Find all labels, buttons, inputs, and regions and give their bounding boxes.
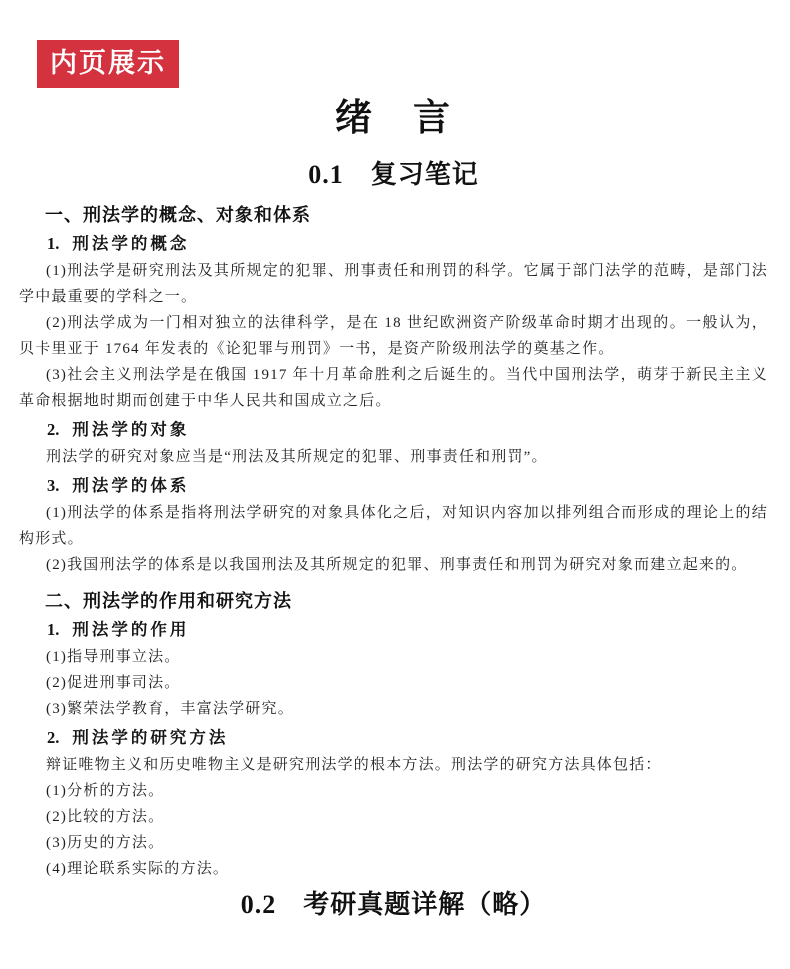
sub-heading-number: 3. bbox=[47, 476, 60, 495]
chapter-title: 绪 言 bbox=[335, 98, 452, 139]
sub-heading-system bbox=[19, 474, 768, 498]
sub-heading-concept bbox=[19, 232, 768, 256]
sub-heading-function bbox=[19, 618, 768, 642]
sub-heading-title: 刑法学的对象 bbox=[72, 420, 190, 439]
sub-heading-object bbox=[19, 418, 768, 442]
paragraph: (1)刑法学是研究刑法及其所规定的犯罪、刑事责任和刑罚的科学。它属于部门法学的范畴，是部门法学中最重要的学科之一。 bbox=[19, 263, 768, 305]
sub-heading-method bbox=[19, 726, 768, 750]
sub-heading-number: 2. bbox=[47, 728, 60, 747]
paragraph: (3)历史的方法。 bbox=[46, 835, 165, 851]
sub-heading-title: 刑法学的体系 bbox=[72, 476, 190, 495]
sub-heading-title: 刑法学的概念 bbox=[72, 234, 190, 253]
paragraph: (2)刑法学成为一门相对独立的法律科学，是在 18 世纪欧洲资产阶级革命时期才出现的。一般认为，贝卡里亚于 1764 年发表的《论犯罪与刑罚》一书，是资产阶级刑法学的奠基之作。 bbox=[19, 315, 768, 357]
part-heading-2: 二、刑法学的作用和研究方法 bbox=[45, 591, 292, 611]
part-heading-1: 一、刑法学的概念、对象和体系 bbox=[45, 205, 311, 225]
paragraph: (2)我国刑法学的体系是以我国刑法及其所规定的犯罪、刑事责任和刑罚为研究对象而建立起来的。 bbox=[46, 557, 748, 573]
sub-heading-title: 刑法学的作用 bbox=[72, 620, 190, 639]
paragraph: 辩证唯物主义和历史唯物主义是研究刑法学的根本方法。刑法学的研究方法具体包括： bbox=[46, 757, 662, 773]
sub-heading-number: 1. bbox=[47, 620, 60, 639]
section-title-02: 0.2 考研真题详解（略） bbox=[240, 890, 547, 919]
section-title-01: 0.1 复习笔记 bbox=[308, 160, 479, 189]
paragraph: (2)促进刑事司法。 bbox=[46, 675, 181, 691]
sub-heading-title: 刑法学的研究方法 bbox=[72, 728, 229, 747]
paragraph: (2)比较的方法。 bbox=[46, 809, 165, 825]
paragraph: (1)分析的方法。 bbox=[46, 783, 165, 799]
paragraph: (1)指导刑事立法。 bbox=[46, 649, 181, 665]
sub-heading-number: 2. bbox=[47, 420, 60, 439]
inner-page-badge: 内页展示 bbox=[37, 40, 179, 88]
paragraph: (1)刑法学的体系是指将刑法学研究的对象具体化之后，对知识内容加以排列组合而形成的理论上的结构形式。 bbox=[19, 505, 768, 547]
paragraph: (3)社会主义刑法学是在俄国 1917 年十月革命胜利之后诞生的。当代中国刑法学，萌芽于新民主主义革命根据地时期而创建于中华人民共和国成立之后。 bbox=[19, 367, 768, 409]
sub-heading-number: 1. bbox=[47, 234, 60, 253]
paragraph: (3)繁荣法学教育，丰富法学研究。 bbox=[46, 701, 294, 717]
paragraph: (4)理论联系实际的方法。 bbox=[46, 861, 230, 877]
paragraph: 刑法学的研究对象应当是“刑法及其所规定的犯罪、刑事责任和刑罚”。 bbox=[46, 449, 548, 465]
